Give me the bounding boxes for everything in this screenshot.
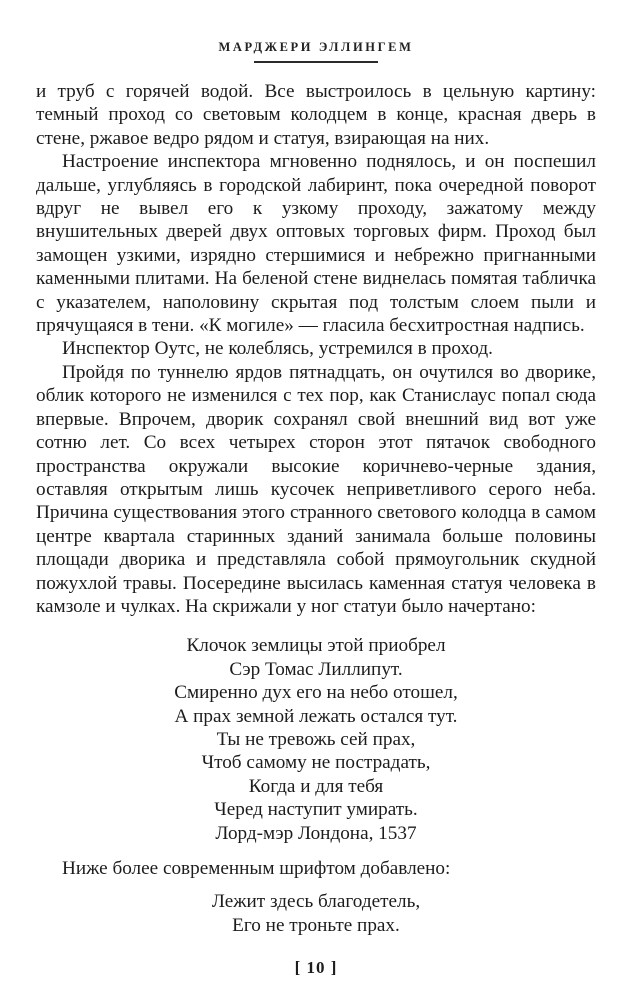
verse-line: Черед наступит умирать. <box>214 799 418 821</box>
paragraph: Настроение инспектора мгновенно поднялось, и он поспешил дальше, углубляясь в городской лабиринт, пока очередной поворот вдруг не вывел его к узкому проходу, зажатому между внушительных дверей двух оптовых торговых фирм. Проход был замощен узкими, изрядно стершимися и небрежно пригнанными каменными плитами. На беленой стене виднелась помятая табличка с указателем, наполовину скрытая под толстым слоем пыли и прячущаяся в тени. «К могиле» — гласила бесхитростная надпись. <box>36 151 596 337</box>
verse-line: Клочок землицы этой приобрел <box>186 635 446 657</box>
paragraph: Ниже более современным шрифтом добавлено: <box>62 858 451 879</box>
header-rule <box>254 61 378 63</box>
verse-line: Ты не тревожь сей прах, <box>216 728 416 750</box>
verse-line: А прах земной лежать остался тут. <box>174 705 458 727</box>
verse-signature: Лорд-мэр Лондона, 1537 <box>215 822 417 844</box>
inscription-verse <box>36 634 596 845</box>
verse-line: Его не троньте прах. <box>232 914 400 936</box>
verse-line: Сэр Томас Лиллипут. <box>229 658 403 680</box>
paragraph: Инспектор Оутс, не колеблясь, устремился в проход. <box>62 338 493 360</box>
addendum-verse <box>36 890 596 937</box>
body-text <box>36 80 596 949</box>
verse-line: Чтоб самому не пострадать, <box>201 752 431 774</box>
running-header: МАРДЖЕРИ ЭЛЛИНГЕМ <box>218 40 414 54</box>
verse-line: Лежит здесь благодетель, <box>211 891 421 913</box>
verse-line: Когда и для тебя <box>248 775 384 797</box>
page-number: [ 10 ] <box>294 958 338 977</box>
paragraph: и труб с горячей водой. Все выстроилось в цельную картину: темный проход со световым колодцем в конце, красная дверь в стене, ржавое ведро рядом и статуя, взирающая на них. <box>36 81 596 149</box>
paragraph: Пройдя по туннелю ярдов пятнадцать, он очутился во дворике, облик которого не изменился с тех пор, как Станислаус попал сюда впервые. Впрочем, дворик сохранял свой внешний вид вот уже сотню лет. Со всех четырех сторон этот пятачок свободного пространства окружали высокие коричнево-черные здания, оставляя открытым лишь кусочек неприветливого серого неба. Причина существования этого странного светового колодца в самом центре квартала старинных зданий занимала больше половины площади дворика и представляла собой прямоугольник скудной пожухлой травы. Посередине высилась каменная статуя человека в камзоле и чулках. На скрижали у ног статуи было начертано: <box>36 361 596 617</box>
verse-line: Смиренно дух его на небо отошел, <box>174 682 458 704</box>
